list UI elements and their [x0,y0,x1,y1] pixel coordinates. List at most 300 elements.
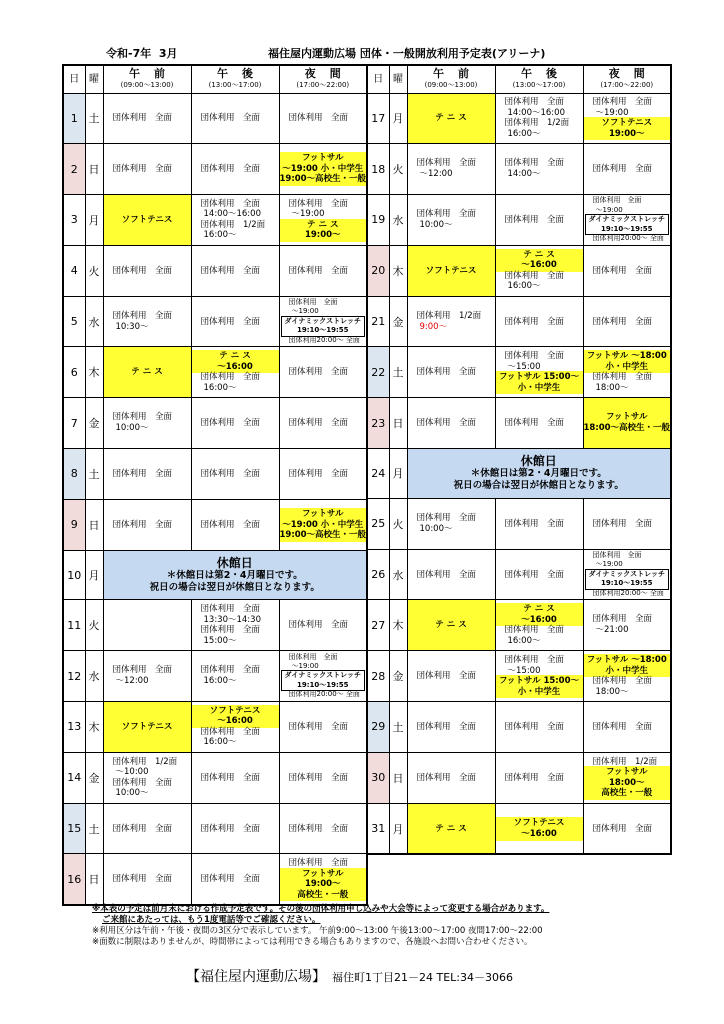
slot-line: 団体利用 全面 [200,519,261,530]
slot-content [192,347,279,397]
slot-content [104,246,191,296]
slot-line: 団体利用 全面 [112,113,173,124]
day-row [63,550,367,600]
slot-line: 10:00～ [419,523,453,534]
day-row [63,398,367,449]
day-row [63,600,367,651]
day-row [63,144,367,195]
afternoon-slot [191,600,279,651]
weekday: 日 [389,398,407,449]
slot-content [280,651,367,701]
morning-header-time: (09:00～13:00) [120,80,174,89]
weekday: 月 [85,195,103,246]
slot-line: ～19:00 [291,307,319,316]
day-header [63,65,85,93]
day-row [63,347,367,398]
slot-content [104,651,191,701]
night-slot [583,93,671,144]
weekday: 土 [85,803,103,854]
schedule-table-first-half [62,64,368,906]
slot-content [104,753,191,803]
night-slot [279,752,367,803]
night-slot [583,347,671,398]
day-number: 13 [63,702,85,753]
slot-line: 団体利用 全面 [504,655,565,666]
slot-content [584,651,671,701]
slot-content [584,94,671,144]
slot-line: 18:00～高校生・一般 [583,423,671,434]
slot-line: 団体利用 全面 [416,418,477,429]
day-row [63,752,367,803]
day-row [367,398,671,449]
morning-slot [103,195,191,246]
slot-line: 団体利用 全面 [112,777,173,788]
slot-content [280,702,367,752]
weekday: 土 [85,93,103,144]
night-slot [279,651,367,702]
slot-line: ～19:00 小・中学生 [282,163,364,174]
slot-line: 小・中学生 [517,686,561,697]
slot-line: 団体利用 全面 [592,97,653,108]
slot-line: 団体利用 全面 [112,665,173,676]
slot-line: 団体利用 全面 [592,551,642,560]
slot-line: 10:00～ [419,219,453,230]
slot-line: 団体利用 全面 [200,198,261,209]
afternoon-slot [191,449,279,500]
night-header-time: (17:00～22:00) [296,80,350,89]
morning-slot [407,651,495,702]
night-slot [279,499,367,550]
slot-line: 19:10～19:55 [600,579,653,588]
slot-content [192,854,279,904]
day-row [367,245,671,296]
morning-slot [407,296,495,347]
slot-line: ～16:00 [217,716,253,727]
day-row [367,347,671,398]
slot-content [280,94,367,144]
footer-address: 福住町1丁目21－24 TEL:34－3066 [332,971,513,984]
afternoon-slot [191,752,279,803]
slot-line: 団体利用 全面 [504,569,565,580]
day-number: 4 [63,245,85,296]
night-slot [279,144,367,195]
slot-line: 10:00～ [115,788,149,799]
slot-line: 小・中学生 [605,665,648,676]
slot-content [584,195,671,245]
night-slot [279,702,367,753]
slot-line: 団体利用 全面 [112,468,173,479]
slot-line: 18:00～ [608,777,645,788]
slot-line: 団体利用20:00～ 全面 [592,234,664,243]
morning-slot [407,195,495,246]
slot-line: 団体利用 全面 [200,265,261,276]
slot-content [104,702,191,752]
day-number: 12 [63,651,85,702]
day-number: 15 [63,803,85,854]
day-row [63,499,367,550]
weekday-header-label: 曜 [89,73,99,85]
slot-content [104,500,191,550]
slot-line: ダイナミックストレッチ [284,671,362,680]
slot-content [408,651,495,701]
slot-content [496,804,583,854]
closed-title: 休館日 [216,556,253,571]
weekday-header [389,65,407,93]
note-line-2: ご来館にあたっては、もう1度電話等でご確認ください。 [102,915,321,925]
slot-content [408,246,495,296]
slot-content [408,195,495,245]
afternoon-header-label: 午後 [217,66,267,80]
day-number: 7 [63,398,85,449]
weekday: 金 [389,296,407,347]
slot-line: 団体利用 全面 [416,512,477,523]
morning-header-time: (09:00～13:00) [424,80,478,89]
slot-line: 19:00～ [304,879,341,890]
slot-line: 団体利用 全面 [592,721,653,732]
slot-content [104,94,191,144]
night-slot [279,803,367,854]
morning-header-label: 午前 [433,66,483,80]
slot-content [192,753,279,803]
slot-content [104,347,191,397]
slot-line: 団体利用 全面 [504,518,565,529]
night-header-label: 夜間 [304,66,355,80]
slot-line: ～10:00 [115,767,149,778]
slot-content [192,651,279,701]
slot-line: 団体利用 1/2面 [112,756,178,767]
slot-line: 団体利用 全面 [200,164,261,175]
day-number: 8 [63,449,85,500]
morning-slot [103,144,191,195]
slot-line: 団体利用 全面 [504,772,565,783]
day-number: 29 [367,702,389,753]
slot-content [408,94,495,144]
day-number: 24 [367,449,389,499]
slot-line: 団体利用 全面 [592,164,653,175]
night-slot [279,195,367,246]
closed-day-notice [103,550,367,600]
slot-line: 19:00～ [608,128,645,139]
slot-content [496,347,583,397]
note-line-3: ※利用区分は午前・午後・夜間の3区分で表示しています。 午前9:00～13:00 午後13:00～17:00 夜間17:00～22:00 [92,926,543,936]
morning-slot [407,803,495,854]
weekday: 木 [389,245,407,296]
day-row [63,651,367,702]
slot-content [104,854,191,904]
slot-line: ～16:00 [521,260,557,271]
slot-content [192,449,279,499]
afternoon-slot [495,549,583,600]
day-row [63,803,367,854]
day-row [63,195,367,246]
slot-line: ダイナミックストレッチ [284,316,362,325]
weekday: 水 [85,296,103,347]
slot-line: 19:10～19:55 [296,326,349,335]
slot-line: ～12:00 [115,676,149,687]
slot-content [192,804,279,854]
slot-content [408,347,495,397]
slot-line: 団体利用 全面 [288,858,349,869]
day-number: 6 [63,347,85,398]
slot-content [104,297,191,347]
day-number: 5 [63,296,85,347]
day-row [367,752,671,803]
slot-line: 団体利用 全面 [592,614,653,625]
afternoon-slot [495,651,583,702]
slot-content [192,297,279,347]
slot-content [584,600,671,650]
slot-line: 14:00～16:00 [507,107,565,118]
notes [92,904,549,948]
slot-line: 16:00～ [507,635,541,646]
closed-note-1: ＊休館日は第2・4月曜日です。 [166,570,303,582]
weekday: 金 [85,752,103,803]
slot-line: ～19:00 [595,560,623,569]
weekday: 火 [85,245,103,296]
slot-content [192,195,279,245]
weekday: 日 [85,854,103,905]
afternoon-slot [495,752,583,803]
slot-line: フットサル 15:00～ [499,676,579,687]
day-row [367,498,671,549]
weekday: 火 [389,498,407,549]
night-slot [583,651,671,702]
day-header-label: 日 [69,73,80,85]
slot-content [192,398,279,448]
morning-slot [407,549,495,600]
weekday: 土 [85,449,103,500]
slot-line: ～19:00 小・中学生 [282,519,364,530]
slot-line: 団体利用 全面 [288,652,338,661]
slot-line: 団体利用 全面 [288,198,349,209]
slot-line: 団体利用 全面 [288,265,349,276]
slot-line: ダイナミックストレッチ [588,215,666,224]
slot-content [104,804,191,854]
slot-content [280,449,367,499]
night-slot [583,702,671,753]
slot-line: 19:10～19:55 [296,680,349,689]
slot-line: ～12:00 [419,169,453,180]
afternoon-slot [191,296,279,347]
morning-slot [407,93,495,144]
day-number: 10 [63,550,85,600]
weekday: 日 [85,144,103,195]
slot-line: 19:00～ [304,230,341,241]
afternoon-slot [495,498,583,549]
day-number: 20 [367,245,389,296]
slot-line: フットサル [302,509,344,520]
weekday: 木 [85,702,103,753]
slot-line: 14:00～16:00 [203,209,261,220]
night-slot [583,195,671,246]
day-number: 3 [63,195,85,246]
slot-content [280,854,367,904]
slot-line: 団体利用 全面 [288,298,338,307]
slot-content [280,195,367,245]
afternoon-header-time: (13:00～17:00) [512,80,566,89]
slot-content [192,600,279,650]
afternoon-slot [191,651,279,702]
slot-content [408,499,495,549]
slot-content [408,804,495,854]
slot-line: 18:00～ [595,686,629,697]
day-row [63,93,367,144]
weekday: 火 [389,144,407,195]
night-slot [583,600,671,651]
day-number: 21 [367,296,389,347]
slot-content [584,398,671,448]
day-row [367,144,671,195]
night-slot [279,449,367,500]
night-header-time: (17:00～22:00) [600,80,654,89]
afternoon-slot [191,398,279,449]
slot-line: テ ニ ス [523,249,555,260]
day-number: 30 [367,752,389,803]
slot-content [408,753,495,803]
slot-line: フットサル ～18:00 [586,655,667,666]
slot-line: 団体利用 全面 [288,468,349,479]
night-slot [279,398,367,449]
afternoon-slot [495,702,583,753]
slot-line: 10:00～ [115,423,149,434]
day-number: 22 [367,347,389,398]
weekday-header-label: 曜 [393,73,403,85]
slot-content [584,347,671,397]
morning-slot [407,347,495,398]
slot-line: 団体利用 全面 [200,665,261,676]
slot-content [584,550,671,600]
slot-line: 団体利用 全面 [200,772,261,783]
afternoon-slot [495,803,583,854]
slot-content [280,144,367,194]
slot-content [104,600,191,650]
weekday: 土 [389,702,407,753]
slot-line: 団体利用 全面 [288,113,349,124]
slot-line: 団体利用 全面 [200,726,261,737]
afternoon-slot [191,144,279,195]
slot-content [496,144,583,194]
day-number: 28 [367,651,389,702]
slot-line: 団体利用 全面 [112,412,173,423]
slot-content [584,499,671,549]
slot-line: ソフトテニス [513,817,565,828]
weekday: 水 [389,195,407,246]
weekday: 月 [389,93,407,144]
slot-line: ソフトテニス [121,214,173,225]
closed-day-notice [407,449,671,499]
morning-slot [407,144,495,195]
slot-line: 団体利用 全面 [200,468,261,479]
slot-content [104,144,191,194]
day-number: 2 [63,144,85,195]
slot-line: 9:00～ [419,321,448,332]
day-number: 1 [63,93,85,144]
night-slot [583,803,671,854]
slot-line: テ ニ ス [131,367,163,378]
night-slot [583,296,671,347]
afternoon-slot [495,347,583,398]
slot-line: 団体利用 全面 [416,367,477,378]
afternoon-header [191,65,279,93]
slot-line: 15:00～ [203,635,237,646]
slot-content [192,144,279,194]
slot-line: 団体利用 全面 [592,823,653,834]
slot-line: 団体利用 全面 [200,625,261,636]
slot-line: 団体利用 全面 [592,518,653,529]
day-number: 31 [367,803,389,854]
slot-content [280,246,367,296]
day-row [367,93,671,144]
slot-line: 団体利用 全面 [200,604,261,615]
afternoon-header [495,65,583,93]
slot-line: 団体利用 全面 [416,208,477,219]
afternoon-slot [495,398,583,449]
night-header [279,65,367,93]
afternoon-slot [191,347,279,398]
night-slot [279,347,367,398]
afternoon-slot [495,144,583,195]
slot-line: ～16:00 [521,828,557,839]
slot-line: 団体利用 全面 [288,823,349,834]
slot-content [496,753,583,803]
slot-line: 団体利用 全面 [504,316,565,327]
slot-line: ～19:00 [595,205,623,214]
slot-line: 団体利用 全面 [112,874,173,885]
morning-slot [407,498,495,549]
weekday: 水 [389,549,407,600]
slot-line: ～15:00 [507,361,541,372]
night-slot [279,296,367,347]
day-header [367,65,389,93]
day-number: 16 [63,854,85,905]
afternoon-slot [191,245,279,296]
schedule-table [62,64,368,906]
day-row [367,651,671,702]
closed-note-1: ＊休館日は第2・4月曜日です。 [470,468,607,480]
slot-content [192,246,279,296]
weekday: 日 [389,752,407,803]
morning-header [103,65,191,93]
slot-line: フットサル [302,868,344,879]
day-number: 9 [63,499,85,550]
afternoon-slot [191,499,279,550]
slot-line: 団体利用20:00～ 全面 [288,690,360,699]
footer-facility-name: 【福住屋内運動広場】 [186,969,326,985]
schedule-table-second-half [366,64,672,855]
afternoon-slot [495,245,583,296]
morning-slot [103,651,191,702]
slot-content [280,500,367,550]
day-row [367,296,671,347]
slot-line: テ ニ ス [435,113,467,124]
slot-content [104,398,191,448]
slot-line: 団体利用 全面 [200,418,261,429]
document-period [106,45,178,61]
weekday: 日 [85,499,103,550]
slot-line: 団体利用 全面 [416,671,477,682]
slot-line: 16:00～ [203,230,237,241]
weekday: 月 [389,803,407,854]
slot-line: 16:00～ [507,281,541,292]
morning-slot [407,245,495,296]
slot-line: 団体利用 全面 [592,372,653,383]
slot-line: 10:30～ [115,321,149,332]
slot-content [280,600,367,650]
slot-line: 小・中学生 [605,361,648,372]
slot-line: 団体利用 全面 [112,164,173,175]
afternoon-slot [495,195,583,246]
slot-line: 19:10～19:55 [600,224,653,233]
